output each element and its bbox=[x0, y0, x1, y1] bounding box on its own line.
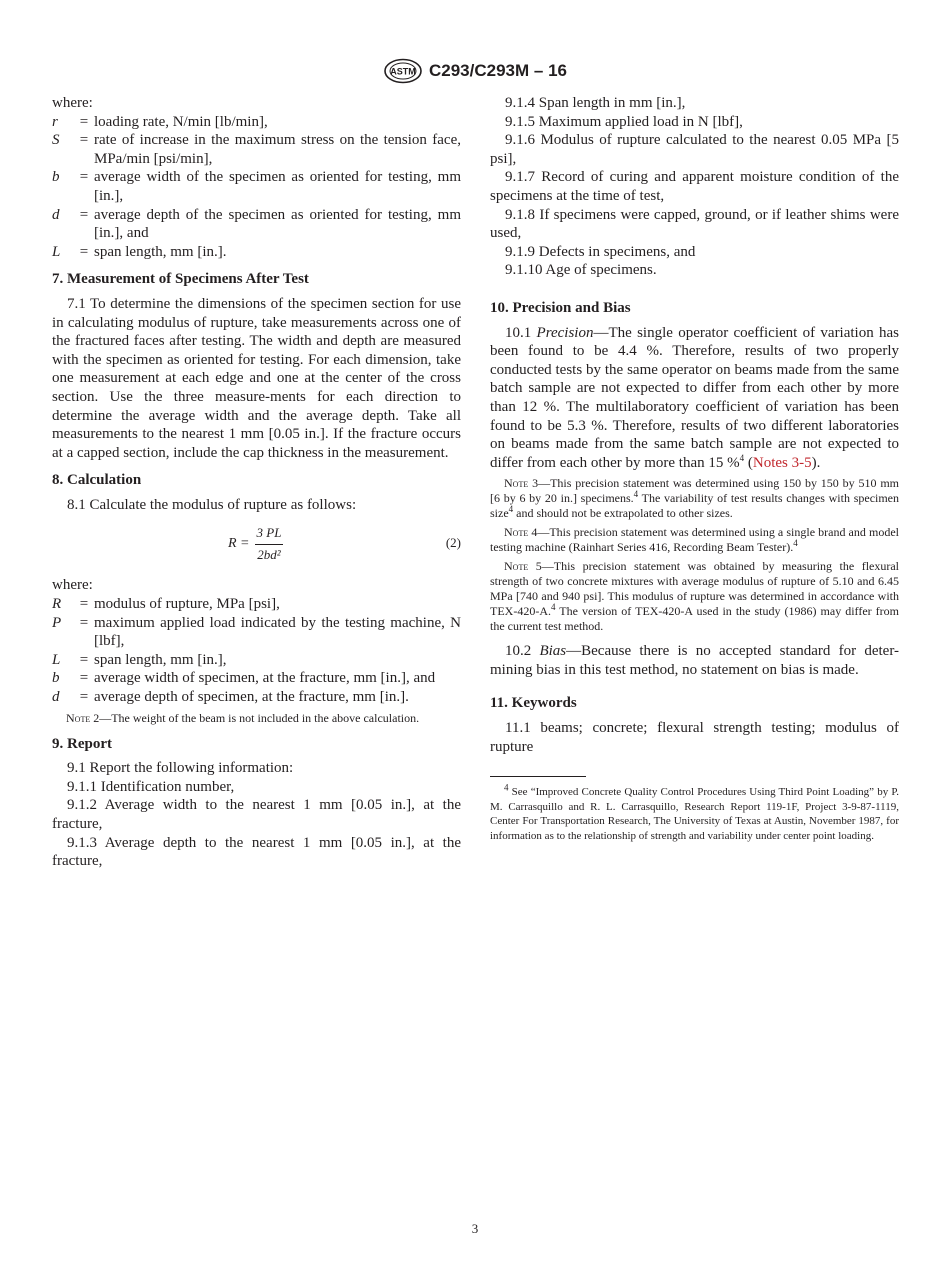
note-5: Note 5—This precision statement was obtained by measuring the flexural strength of two concrete mixtures with average modulus of rupture of 5.10 and 6.45 MPa [740 and 940 psi]. This modulus of rupture was determined in accordance with TEX-420-A.$^4$ The version of TEX-420-A used in the study (1986) may differ from the current test method. bbox=[490, 559, 900, 634]
paragraph-10-1: 10.1 Precision—The single operator coefficient of variation has been found to be 4.4 %. Therefore, results of two properly conducted tests by the same operator on beams made from the same batch sample are not expected to differ from each other by more than 12 %. The multilaboratory coefficient of variation has been found to be 5.3 %. Therefore, results of two different laboratories on beams made from the same batch sample are not expected to differ from each other by more than 15 %$^4$ (Notes 3-5). bbox=[490, 324, 900, 471]
notes-3-5-link[interactable]: Notes 3-5 bbox=[752, 454, 812, 471]
page-header bbox=[0, 58, 950, 89]
equation-number: (2) bbox=[445, 535, 461, 551]
paragraph-9-1-2: 9.1.2 Average width to the nearest 1 mm [0.05 in.], at the fracture, bbox=[52, 797, 461, 832]
variable-list-1 bbox=[52, 113, 461, 262]
right-column bbox=[490, 94, 899, 844]
paragraph-9-1-6: 9.1.6 Modulus of rupture calculated to the nearest 0.05 MPa [5 psi], bbox=[490, 132, 899, 167]
equation-numerator: 3 PL bbox=[255, 524, 284, 545]
variable-row: R = modulus of rupture, MPa [psi], bbox=[52, 596, 280, 613]
section-7-heading: 7. Measurement of Specimens After Test bbox=[52, 271, 309, 288]
left-column bbox=[52, 94, 461, 871]
note-2: Note 2—The weight of the beam is not included in the above calculation. bbox=[66, 710, 420, 725]
where-label: where: bbox=[52, 577, 93, 594]
variable-row: r = loading rate, N/min [lb/min], bbox=[52, 113, 268, 130]
footnote-4: $^4$ See “Improved Concrete Quality Control Procedures Using Third Point Loading” by P. M. Carrasquillo and R. L. Carrasquillo, Research Report 119-1F, Project 3-9-87-1119, Center For Transportation Research, The University of Texas at Austin, November 1987, for information as to the relationship of strength and variability under center point loading. bbox=[490, 782, 899, 843]
variable-row: b = average width of specimen, at the fracture, mm [in.], and bbox=[52, 670, 436, 687]
paragraph-9-1-5: 9.1.5 Maximum applied load in N [lbf], bbox=[505, 113, 743, 130]
document-id: C293/C293M – 16 bbox=[429, 61, 567, 80]
paragraph-9-1-7: 9.1.7 Record of curing and apparent moisture condition of the specimens at the time of test, bbox=[490, 169, 899, 204]
section-8-heading: 8. Calculation bbox=[52, 472, 142, 489]
svg-text:ASTM: ASTM bbox=[390, 66, 416, 77]
variable-row: b = average width of the specimen as oriented for testing, mm [in.], bbox=[52, 169, 461, 204]
variable-row: S = rate of increase in the maximum stress on the tension face, MPa/min [psi/min], bbox=[52, 132, 461, 167]
paragraph-9-1-10: 9.1.10 Age of specimens. bbox=[505, 262, 657, 279]
paragraph-10-2: 10.2 Bias—Because there is no accepted standard for deter-mining bias in this test method, no statement on bias is made. bbox=[490, 643, 900, 678]
section-11-heading: 11. Keywords bbox=[490, 695, 577, 712]
note-4: Note 4—This precision statement was determined using a single brand and model testing machine (Rainhart Series 416, Recording Beam Tester).$^4$ bbox=[490, 525, 899, 555]
note-3: Note 3—This precision statement was determined using 150 by 150 by 510 mm [6 by 6 by 20 in.] specimens.$^4$ The variability of test results changes with specimen size$^4$ and should not be extrapolated to other sizes. bbox=[490, 476, 900, 521]
equation-lhs: R = bbox=[228, 536, 250, 552]
paragraph-9-1-9: 9.1.9 Defects in specimens, and bbox=[505, 243, 696, 260]
paragraph-9-1-1: 9.1.1 Identification number, bbox=[67, 778, 235, 795]
paragraph-9-1-3: 9.1.3 Average depth to the nearest 1 mm [0.05 in.], at the fracture, bbox=[52, 834, 461, 870]
paragraph-7-1: 7.1 To determine the dimensions of the specimen section for use in calculating modulus of rupture, take measurements across one of the fractured faces after testing. The width and depth are measured with the specimen as oriented for testing. For each dimension, take one measurement at each edge and one at the center of the cross section. Use the three measure-ments for each direction to determine the average width and the average depth. Take all measurements to the nearest 1 mm [0.05 in.]. If the fracture occurs at a capped section, include the cap thickness in the measurement. bbox=[52, 295, 461, 461]
equation-fraction bbox=[255, 524, 284, 564]
section-9-heading: 9. Report bbox=[52, 735, 112, 752]
variable-row: d = average depth of specimen, at the fracture, mm [in.]. bbox=[52, 689, 409, 706]
paragraph-9-1: 9.1 Report the following information: bbox=[67, 760, 294, 777]
paragraph-9-1-8: 9.1.8 If specimens were capped, ground, or if leather shims were used, bbox=[490, 206, 899, 242]
page-number: 3 bbox=[471, 1221, 479, 1236]
footnote-divider bbox=[490, 776, 586, 777]
variable-row: L = span length, mm [in.]. bbox=[52, 243, 227, 260]
variable-row: L = span length, mm [in.], bbox=[52, 651, 227, 668]
where-label: where: bbox=[52, 95, 93, 111]
variable-row: P = maximum applied load indicated by the testing machine, N [lbf], bbox=[52, 614, 461, 650]
equation-2 bbox=[52, 522, 461, 566]
section-10-heading: 10. Precision and Bias bbox=[490, 299, 631, 316]
paragraph-9-1-4: 9.1.4 Span length in mm [in.], bbox=[505, 95, 686, 111]
variable-list-2 bbox=[52, 595, 461, 707]
paragraph-8-1: 8.1 Calculate the modulus of rupture as follows: bbox=[67, 496, 357, 513]
astm-logo-icon bbox=[383, 58, 423, 84]
variable-row: d = average depth of the specimen as oriented for testing, mm [in.], and bbox=[52, 206, 461, 242]
paragraph-11-1: 11.1 beams; concrete; flexural strength testing; modulus of rupture bbox=[490, 720, 899, 755]
equation-denominator: 2bd² bbox=[257, 547, 281, 563]
